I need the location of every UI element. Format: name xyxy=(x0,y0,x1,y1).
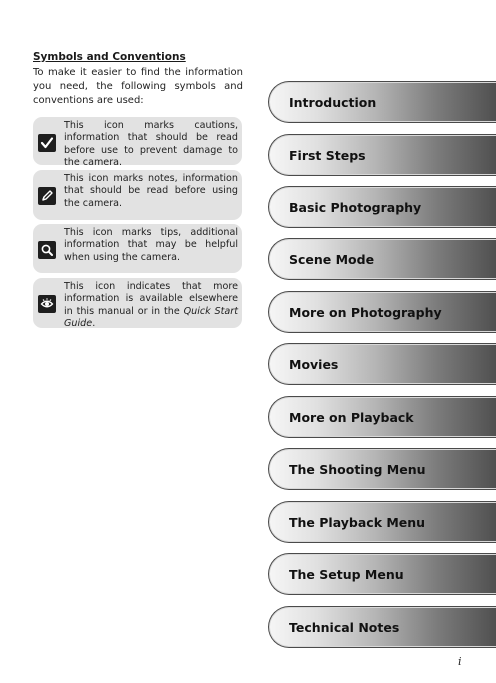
pencil-icon xyxy=(38,187,56,205)
tab-setup-menu[interactable]: The Setup Menu xyxy=(268,553,496,595)
note-text: This icon marks notes, information that should be read before using the camera. xyxy=(64,173,238,209)
reference-callout xyxy=(33,278,242,328)
magnifier-icon xyxy=(38,241,56,259)
tab-shooting-menu[interactable]: The Shooting Menu xyxy=(268,448,496,490)
tab-first-steps[interactable]: First Steps xyxy=(268,134,496,176)
intro-paragraph: To make it easier to find the information you need, the following symbols and conventions are used: xyxy=(33,67,243,106)
tab-movies[interactable]: Movies xyxy=(268,343,496,385)
tab-basic-photography[interactable]: Basic Photography xyxy=(268,186,496,228)
tab-introduction[interactable]: Introduction xyxy=(268,81,496,123)
tip-callout xyxy=(33,224,242,273)
check-icon xyxy=(38,134,56,152)
eye-icon xyxy=(38,295,56,313)
caution-callout xyxy=(33,117,242,169)
tab-scene-mode[interactable]: Scene Mode xyxy=(268,238,496,280)
tab-technical-notes[interactable]: Technical Notes xyxy=(268,606,496,648)
note-callout xyxy=(33,170,242,220)
tab-more-on-playback[interactable]: More on Playback xyxy=(268,396,496,438)
reference-text: This icon indicates that more information is available elsewhere in this manual or in the Quick Start Guide. xyxy=(64,281,238,330)
tab-playback-menu[interactable]: The Playback Menu xyxy=(268,501,496,543)
section-heading: Symbols and Conventions xyxy=(33,51,186,63)
page-number: i xyxy=(458,655,462,668)
caution-text: This icon marks cautions, information that should be read before use to prevent damage to the camera. xyxy=(64,120,238,169)
tip-text: This icon marks tips, additional information that may be helpful when using the camera. xyxy=(64,227,238,263)
tab-more-on-photography[interactable]: More on Photography xyxy=(268,291,496,333)
